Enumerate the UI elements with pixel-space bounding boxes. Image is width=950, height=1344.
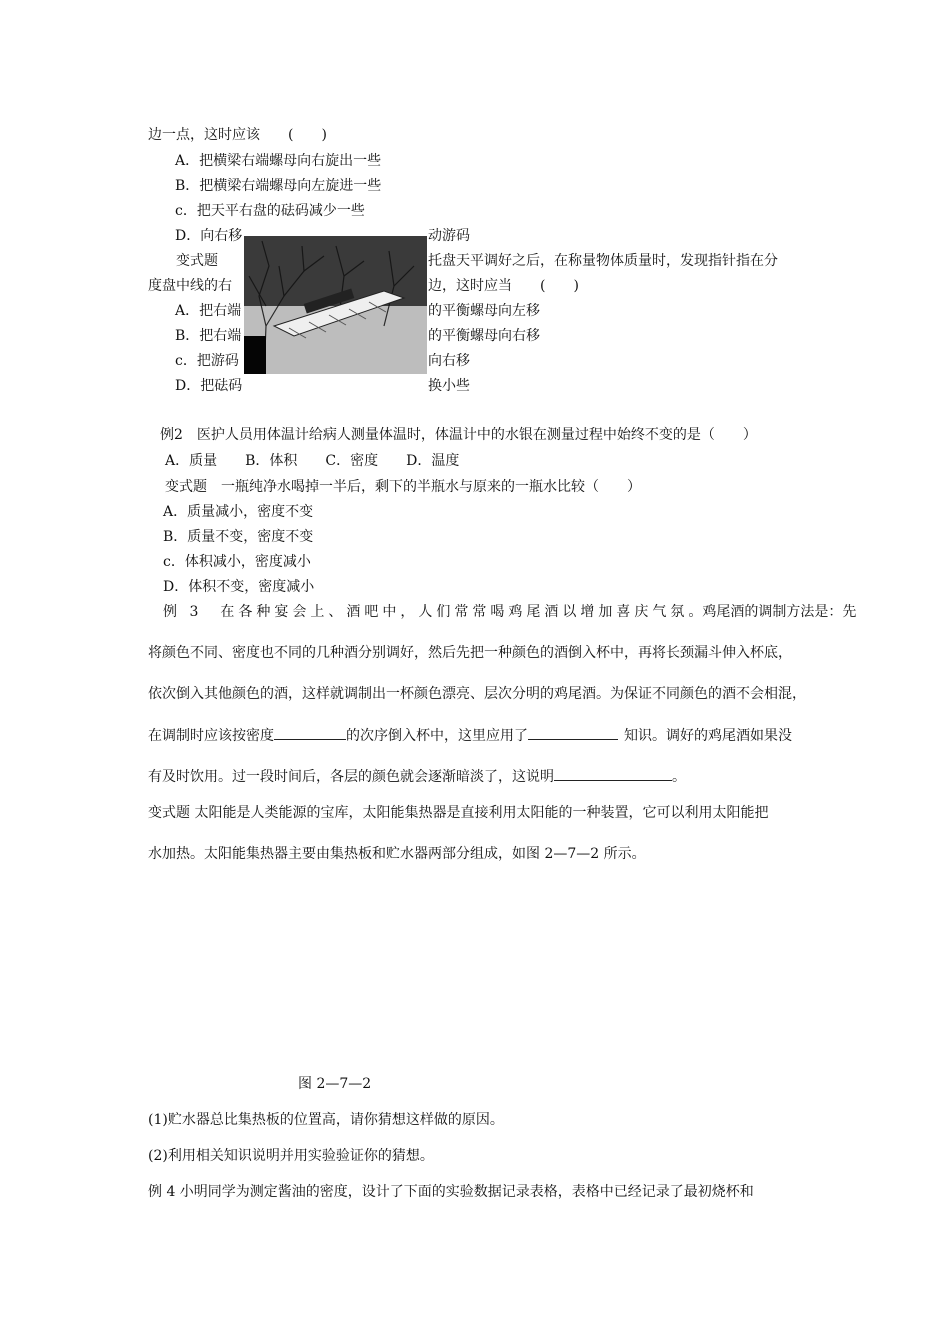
example3-line2: 将颜色不同、密度也不同的几种酒分别调好，然后先把一种颜色的酒倒入杯中，再将长颈漏斗伸入杯底， [148, 645, 792, 661]
explanation-blank[interactable] [554, 766, 672, 781]
q1-variant-option-b-right: 的平衡螺母向右移 [428, 328, 540, 344]
example3-variant-line1: 变式题 太阳能是人类能源的宝库，太阳能集热器是直接利用太阳能的一种装置，它可以利用太阳能把 [148, 805, 769, 821]
example3-line4-b: 的次序倒入杯中，这里应用了 [346, 728, 528, 744]
q1-variant-option-a-right: 的平衡螺母向左移 [428, 303, 540, 319]
example3-line4-a: 在调制时应该按密度 [148, 728, 274, 744]
example3-line1 [163, 602, 856, 622]
q1-option-c: c．把天平右盘的砝码减少一些 [175, 203, 365, 219]
density-order-blank[interactable] [274, 725, 346, 740]
example3-line1-spaced: 例 3 在各种宴会上、酒吧中，人们常常喝鸡尾酒以增加喜庆气氛 [163, 604, 689, 620]
q1-variant-option-c-right: 向右移 [428, 353, 470, 369]
solar-collector-image [244, 236, 427, 374]
q1-variant-option-d-left: D．把砝码 [175, 378, 243, 394]
example3-line3: 依次倒入其他颜色的酒，这样就调制出一杯颜色漂亮、层次分明的鸡尾酒。为保证不同颜色的酒不会相混， [148, 686, 806, 702]
example3-line4-c: 知识。调好的鸡尾酒如果没 [624, 728, 792, 744]
question-1: (1)贮水器总比集热板的位置高，请你猜想这样做的原因。 [148, 1112, 504, 1128]
example3-line1-rest: 。鸡尾酒的调制方法是：先 [688, 604, 857, 620]
example2-stem: 例2 医护人员用体温计给病人测量体温时，体温计中的水银在测量过程中始终不变的是（ ） [160, 427, 757, 443]
example4-line1: 例 4 小明同学为测定酱油的密度，设计了下面的实验数据记录表格，表格中已经记录了最初烧杯和 [148, 1184, 754, 1200]
q1-variant-option-c-left: c．把游码 [175, 353, 239, 369]
example2-options: A．质量 B．体积 C．密度 D．温度 [165, 453, 460, 469]
q1-option-a: A．把横梁右端螺母向右旋出一些 [175, 153, 382, 169]
q1-variant-option-d-right: 换小些 [428, 378, 470, 394]
q1-variant-stem2-left: 度盘中线的右 [148, 278, 232, 294]
example2-variant-option-d: D．体积不变，密度减小 [163, 579, 315, 595]
example3-variant-line2: 水加热。太阳能集热器主要由集热板和贮水器两部分组成，如图 2—7—2 所示。 [148, 846, 646, 862]
solar-collector-photo [244, 236, 427, 374]
q1-variant-option-b-left: B．把右端 [175, 328, 242, 344]
q1-variant-stem2-right: 边，这时应当 ( ) [428, 278, 579, 294]
q1-option-d-tail: 动游码 [428, 228, 470, 244]
q1-option-d: D．向右移 [175, 228, 243, 244]
example2-variant-option-b: B．质量不变，密度不变 [163, 529, 314, 545]
example3-line5 [148, 766, 686, 787]
example2-variant-option-c: c．体积减小，密度减小 [163, 554, 311, 570]
q1-variant-stem-right: 托盘天平调好之后，在称量物体质量时，发现指针指在分 [428, 253, 778, 269]
knowledge-blank[interactable] [528, 725, 618, 740]
example3-line4 [148, 725, 792, 746]
q1-option-b: B．把横梁右端螺母向左旋进一些 [175, 178, 382, 194]
example3-line5-a: 有及时饮用。过一段时间后，各层的颜色就会逐渐暗淡了，这说明 [148, 769, 554, 785]
figure-caption: 图 2—7—2 [298, 1076, 372, 1092]
example3-line5-b: 。 [672, 769, 686, 785]
q1-stem-tail: 边一点，这时应该 ( ) [148, 127, 327, 143]
example2-variant-stem: 变式题 一瓶纯净水喝掉一半后，剩下的半瓶水与原来的一瓶水比较（ ） [165, 479, 641, 495]
example2-variant-option-a: A．质量减小，密度不变 [163, 504, 314, 520]
q1-variant-option-a-left: A．把右端 [175, 303, 242, 319]
question-2: (2)利用相关知识说明并用实验验证你的猜想。 [148, 1148, 434, 1164]
q1-variant-label: 变式题 [176, 253, 218, 269]
